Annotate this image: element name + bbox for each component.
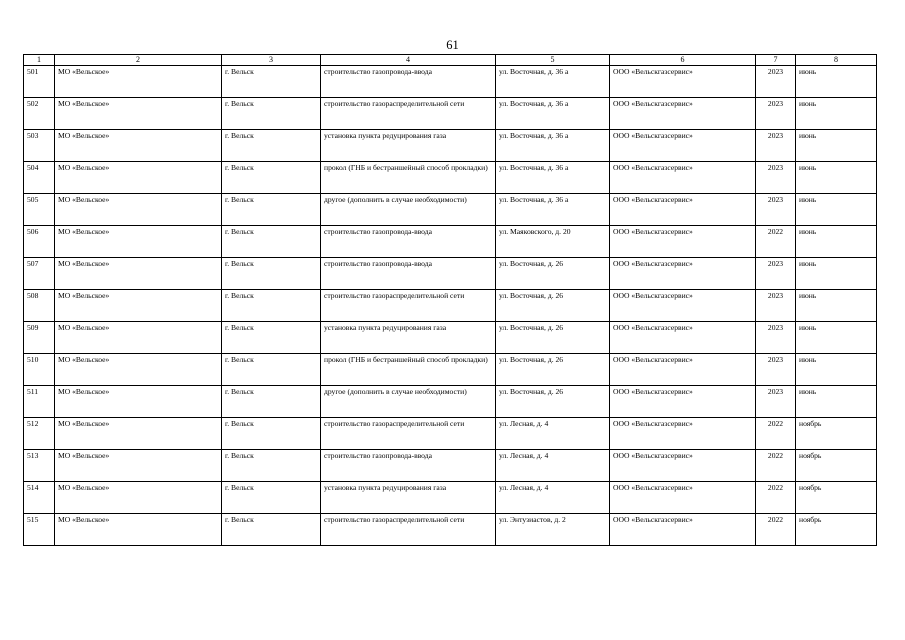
settlement-cell: г. Вельск xyxy=(222,130,321,162)
work-type-cell: другое (дополнить в случае необходимости) xyxy=(321,194,496,226)
year-cell: 2022 xyxy=(756,418,796,450)
row-number-cell: 511 xyxy=(24,386,55,418)
year-cell: 2023 xyxy=(756,98,796,130)
table-row xyxy=(24,130,877,162)
month-cell: ноябрь xyxy=(796,514,877,546)
municipality-cell: МО «Вельское» xyxy=(55,226,222,258)
work-type-cell: строительство газопровода-ввода xyxy=(321,258,496,290)
row-number-cell: 510 xyxy=(24,354,55,386)
settlement-cell: г. Вельск xyxy=(222,354,321,386)
address-cell: ул. Восточная, д. 26 xyxy=(496,386,610,418)
municipality-cell: МО «Вельское» xyxy=(55,258,222,290)
row-number-cell: 514 xyxy=(24,482,55,514)
table-row xyxy=(24,162,877,194)
organization-cell: ООО «Вельскгазсервис» xyxy=(610,450,756,482)
address-cell: ул. Восточная, д. 26 xyxy=(496,322,610,354)
month-cell: ноябрь xyxy=(796,482,877,514)
municipality-cell: МО «Вельское» xyxy=(55,162,222,194)
organization-cell: ООО «Вельскгазсервис» xyxy=(610,66,756,98)
work-type-cell: строительство газораспределительной сети xyxy=(321,418,496,450)
organization-cell: ООО «Вельскгазсервис» xyxy=(610,322,756,354)
municipality-cell: МО «Вельское» xyxy=(55,290,222,322)
table-row xyxy=(24,66,877,98)
table-row xyxy=(24,514,877,546)
year-cell: 2023 xyxy=(756,194,796,226)
settlement-cell: г. Вельск xyxy=(222,386,321,418)
address-cell: ул. Восточная, д. 36 а xyxy=(496,194,610,226)
municipality-cell: МО «Вельское» xyxy=(55,418,222,450)
table-row xyxy=(24,482,877,514)
column-number-header: 3 xyxy=(222,55,321,66)
year-cell: 2023 xyxy=(756,66,796,98)
municipality-cell: МО «Вельское» xyxy=(55,98,222,130)
municipality-cell: МО «Вельское» xyxy=(55,322,222,354)
municipality-cell: МО «Вельское» xyxy=(55,354,222,386)
table-row xyxy=(24,322,877,354)
organization-cell: ООО «Вельскгазсервис» xyxy=(610,290,756,322)
month-cell: июнь xyxy=(796,386,877,418)
organization-cell: ООО «Вельскгазсервис» xyxy=(610,258,756,290)
work-type-cell: прокол (ГНБ и бестраншейный способ прокладки) xyxy=(321,162,496,194)
address-cell: ул. Маяковского, д. 20 xyxy=(496,226,610,258)
address-cell: ул. Восточная, д. 36 а xyxy=(496,130,610,162)
month-cell: июнь xyxy=(796,66,877,98)
year-cell: 2022 xyxy=(756,514,796,546)
address-cell: ул. Восточная, д. 36 а xyxy=(496,66,610,98)
address-cell: ул. Восточная, д. 36 а xyxy=(496,162,610,194)
column-number-header: 6 xyxy=(610,55,756,66)
table-row xyxy=(24,258,877,290)
year-cell: 2023 xyxy=(756,354,796,386)
address-cell: ул. Восточная, д. 26 xyxy=(496,258,610,290)
table-row xyxy=(24,290,877,322)
table-row xyxy=(24,450,877,482)
settlement-cell: г. Вельск xyxy=(222,98,321,130)
row-number-cell: 506 xyxy=(24,226,55,258)
settlement-cell: г. Вельск xyxy=(222,258,321,290)
column-number-row xyxy=(24,55,877,66)
year-cell: 2022 xyxy=(756,482,796,514)
address-cell: ул. Энтузиастов, д. 2 xyxy=(496,514,610,546)
work-type-cell: прокол (ГНБ и бестраншейный способ прокладки) xyxy=(321,354,496,386)
month-cell: июнь xyxy=(796,226,877,258)
month-cell: ноябрь xyxy=(796,450,877,482)
row-number-cell: 512 xyxy=(24,418,55,450)
year-cell: 2023 xyxy=(756,162,796,194)
address-cell: ул. Лесная, д. 4 xyxy=(496,450,610,482)
work-type-cell: строительство газопровода-ввода xyxy=(321,450,496,482)
column-number-header: 7 xyxy=(756,55,796,66)
year-cell: 2022 xyxy=(756,226,796,258)
column-number-header: 2 xyxy=(55,55,222,66)
year-cell: 2023 xyxy=(756,386,796,418)
table-row xyxy=(24,354,877,386)
organization-cell: ООО «Вельскгазсервис» xyxy=(610,162,756,194)
organization-cell: ООО «Вельскгазсервис» xyxy=(610,354,756,386)
table-row xyxy=(24,418,877,450)
organization-cell: ООО «Вельскгазсервис» xyxy=(610,194,756,226)
month-cell: июнь xyxy=(796,258,877,290)
work-type-cell: установка пункта редуцирования газа xyxy=(321,130,496,162)
column-number-header: 4 xyxy=(321,55,496,66)
organization-cell: ООО «Вельскгазсервис» xyxy=(610,386,756,418)
settlement-cell: г. Вельск xyxy=(222,322,321,354)
municipality-cell: МО «Вельское» xyxy=(55,386,222,418)
year-cell: 2022 xyxy=(756,450,796,482)
organization-cell: ООО «Вельскгазсервис» xyxy=(610,130,756,162)
settlement-cell: г. Вельск xyxy=(222,450,321,482)
settlement-cell: г. Вельск xyxy=(222,194,321,226)
row-number-cell: 502 xyxy=(24,98,55,130)
month-cell: июнь xyxy=(796,194,877,226)
month-cell: июнь xyxy=(796,290,877,322)
work-type-cell: строительство газопровода-ввода xyxy=(321,66,496,98)
address-cell: ул. Восточная, д. 36 а xyxy=(496,98,610,130)
row-number-cell: 508 xyxy=(24,290,55,322)
address-cell: ул. Восточная, д. 26 xyxy=(496,290,610,322)
row-number-cell: 501 xyxy=(24,66,55,98)
work-type-cell: строительство газораспределительной сети xyxy=(321,98,496,130)
organization-cell: ООО «Вельскгазсервис» xyxy=(610,98,756,130)
settlement-cell: г. Вельск xyxy=(222,162,321,194)
row-number-cell: 507 xyxy=(24,258,55,290)
address-cell: ул. Лесная, д. 4 xyxy=(496,418,610,450)
month-cell: июнь xyxy=(796,130,877,162)
row-number-cell: 503 xyxy=(24,130,55,162)
settlement-cell: г. Вельск xyxy=(222,290,321,322)
municipality-cell: МО «Вельское» xyxy=(55,194,222,226)
municipality-cell: МО «Вельское» xyxy=(55,514,222,546)
work-type-cell: установка пункта редуцирования газа xyxy=(321,482,496,514)
row-number-cell: 513 xyxy=(24,450,55,482)
month-cell: июнь xyxy=(796,98,877,130)
column-number-header: 8 xyxy=(796,55,877,66)
address-cell: ул. Лесная, д. 4 xyxy=(496,482,610,514)
settlement-cell: г. Вельск xyxy=(222,482,321,514)
municipality-cell: МО «Вельское» xyxy=(55,482,222,514)
table-row xyxy=(24,386,877,418)
organization-cell: ООО «Вельскгазсервис» xyxy=(610,418,756,450)
year-cell: 2023 xyxy=(756,290,796,322)
municipality-cell: МО «Вельское» xyxy=(55,450,222,482)
page-number: 61 xyxy=(446,38,459,52)
organization-cell: ООО «Вельскгазсервис» xyxy=(610,514,756,546)
year-cell: 2023 xyxy=(756,258,796,290)
year-cell: 2023 xyxy=(756,130,796,162)
column-number-header: 1 xyxy=(24,55,55,66)
table-row xyxy=(24,194,877,226)
month-cell: июнь xyxy=(796,354,877,386)
gasification-table xyxy=(23,54,877,546)
row-number-cell: 515 xyxy=(24,514,55,546)
work-type-cell: установка пункта редуцирования газа xyxy=(321,322,496,354)
municipality-cell: МО «Вельское» xyxy=(55,130,222,162)
month-cell: июнь xyxy=(796,322,877,354)
year-cell: 2023 xyxy=(756,322,796,354)
organization-cell: ООО «Вельскгазсервис» xyxy=(610,482,756,514)
settlement-cell: г. Вельск xyxy=(222,66,321,98)
work-type-cell: строительство газораспределительной сети xyxy=(321,514,496,546)
work-type-cell: другое (дополнить в случае необходимости) xyxy=(321,386,496,418)
column-number-header: 5 xyxy=(496,55,610,66)
settlement-cell: г. Вельск xyxy=(222,226,321,258)
row-number-cell: 504 xyxy=(24,162,55,194)
row-number-cell: 509 xyxy=(24,322,55,354)
settlement-cell: г. Вельск xyxy=(222,514,321,546)
settlement-cell: г. Вельск xyxy=(222,418,321,450)
work-type-cell: строительство газопровода-ввода xyxy=(321,226,496,258)
month-cell: июнь xyxy=(796,162,877,194)
month-cell: ноябрь xyxy=(796,418,877,450)
address-cell: ул. Восточная, д. 26 xyxy=(496,354,610,386)
row-number-cell: 505 xyxy=(24,194,55,226)
table-row xyxy=(24,98,877,130)
table-row xyxy=(24,226,877,258)
organization-cell: ООО «Вельскгазсервис» xyxy=(610,226,756,258)
municipality-cell: МО «Вельское» xyxy=(55,66,222,98)
work-type-cell: строительство газораспределительной сети xyxy=(321,290,496,322)
